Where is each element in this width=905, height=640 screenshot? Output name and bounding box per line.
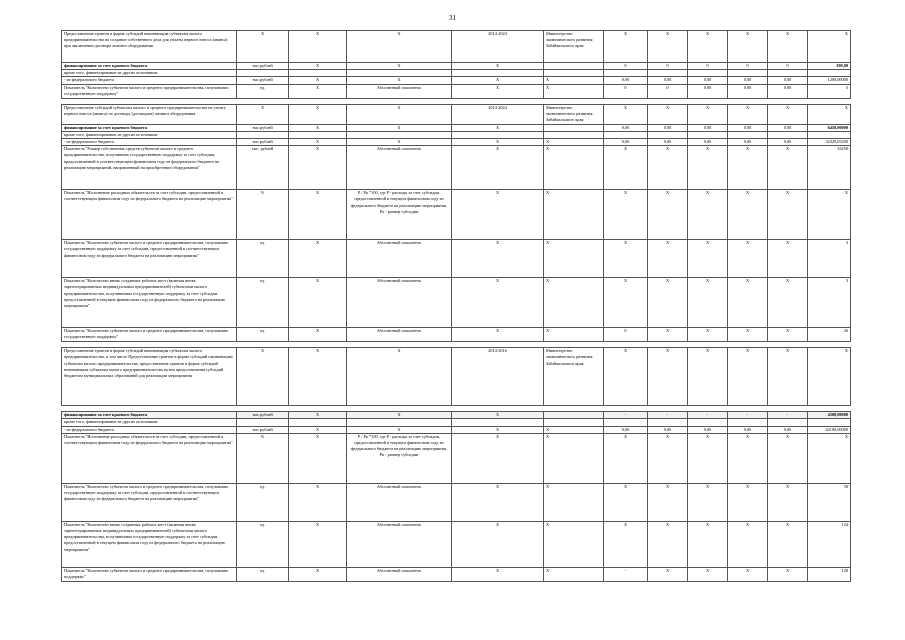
table-cell: [808, 419, 851, 426]
table-cell: X: [688, 278, 728, 328]
table-cell: ед.: [237, 567, 289, 581]
table-cell: X: [289, 483, 347, 521]
table-cell: [544, 412, 604, 419]
table-row: [62, 483, 851, 521]
table-cell: Показатель "Количество субъектов малого и среднего предпринимательства, получивших государственную поддержку за счет субсидии, предоставленной в соответствующем финансовом году из федерального бюджета на реализацию мероприятия": [62, 240, 237, 278]
table-cell: X: [347, 77, 452, 84]
table-cell: X: [768, 240, 808, 278]
table-cell: - из федерального бюджета: [62, 426, 237, 433]
table-cell: X: [728, 433, 768, 483]
table-cell: X: [604, 146, 648, 190]
table-cell: X: [648, 104, 688, 124]
table-cell: 0: [604, 84, 648, 98]
table-cell: X: [347, 104, 452, 124]
table-cell: X: [452, 328, 544, 342]
table-cell: кроме того, финансирование из других источников:: [62, 131, 237, 138]
table-cell: ед.: [237, 521, 289, 567]
table-row: [62, 348, 851, 406]
table-row: [62, 278, 851, 328]
table-cell: X: [768, 328, 808, 342]
table-cell: [289, 131, 347, 138]
table-cell: X: [544, 278, 604, 328]
table-cell: [237, 131, 289, 138]
table-cell: X: [289, 278, 347, 328]
table-cell: 0,00: [688, 84, 728, 98]
table-cell: X: [544, 521, 604, 567]
table-cell: X: [237, 348, 289, 406]
table-row: [62, 63, 851, 70]
table-cell: -: [688, 412, 728, 419]
table-cell: Предоставление грантов в форме субсидий начинающим субъектам малого предпринимательства на создание собственного дела для уплаты первого взноса (аванса) при заключении договора лизинга оборудования: [62, 31, 237, 63]
table-row: [62, 521, 851, 567]
table-cell: 0,00: [768, 77, 808, 84]
table-cell: 33250: [808, 146, 851, 190]
table-cell: [688, 70, 728, 77]
table-cell: Предоставление субсидий субъектам малого и среднего предпринимательства на уплату первого взноса (аванса) по договору (договорам) лизинга оборудования: [62, 104, 237, 124]
table-row: [62, 567, 851, 581]
table-cell: X: [347, 124, 452, 131]
table-cell: X: [604, 190, 648, 240]
table-cell: -: [604, 567, 648, 581]
table-cell: [728, 419, 768, 426]
table-cell: X: [604, 240, 648, 278]
table-cell: 2014-2016: [452, 348, 544, 406]
table-row: [62, 31, 851, 63]
table-cell: 26: [808, 328, 851, 342]
table-cell: X: [347, 139, 452, 146]
table-cell: X: [289, 190, 347, 240]
table-cell: X: [452, 63, 544, 70]
table-cell: X: [808, 104, 851, 124]
table-row: [62, 433, 851, 483]
table-cell: [728, 131, 768, 138]
table-cell: 0,00: [768, 139, 808, 146]
table-row: [62, 70, 851, 77]
table-cell: X: [648, 31, 688, 63]
table-cell: Абсолютный показатель: [347, 278, 452, 328]
table-cell: [544, 63, 604, 70]
table-cell: [237, 70, 289, 77]
table-cell: [347, 131, 452, 138]
table-cell: X: [347, 31, 452, 63]
table-cell: тыс.рублей: [237, 63, 289, 70]
table-cell: 0: [604, 63, 648, 70]
table-cell: 2014-2024: [452, 31, 544, 63]
table-cell: -: [728, 412, 768, 419]
table-cell: %: [237, 433, 289, 483]
table-row: [62, 426, 851, 433]
table-cell: 0: [768, 63, 808, 70]
table-cell: 32329,05200: [808, 139, 851, 146]
table-cell: X: [648, 240, 688, 278]
table-cell: [808, 131, 851, 138]
table-cell: X: [604, 483, 648, 521]
table-cell: [728, 70, 768, 77]
table-row: [62, 84, 851, 98]
table-cell: X: [452, 278, 544, 328]
table-cell: 300,00: [808, 63, 851, 70]
table-cell: 58: [808, 483, 851, 521]
table-cell: ед.: [237, 483, 289, 521]
table-cell: 0,00: [604, 139, 648, 146]
table-cell: кроме того, финансирование из других источников:: [62, 419, 237, 426]
table-cell: ед.: [237, 240, 289, 278]
table-cell: Показатель "Количество субъектов малого и среднего предпринимательства, получивших государственную поддержку за счет субсидии, предоставленной в соответствующем финансовом году из федерального бюджета на реализацию мероприятия": [62, 483, 237, 521]
table-cell: Абсолютный показатель: [347, 483, 452, 521]
table-cell: X: [768, 146, 808, 190]
table-cell: X: [289, 328, 347, 342]
table-cell: X: [768, 190, 808, 240]
table-cell: 0,00: [768, 426, 808, 433]
program-table: [61, 30, 851, 582]
table-cell: X: [604, 521, 648, 567]
table-cell: Абсолютный показатель: [347, 567, 452, 581]
table-cell: 3: [808, 278, 851, 328]
table-cell: [648, 70, 688, 77]
table-cell: [648, 419, 688, 426]
table-body: [62, 31, 851, 582]
table-row: [62, 131, 851, 138]
table-cell: X: [808, 31, 851, 63]
table-cell: X: [452, 412, 544, 419]
page-number: 31: [449, 14, 456, 22]
table-cell: 0: [648, 63, 688, 70]
table-cell: Абсолютный показатель: [347, 146, 452, 190]
table-cell: 5: [808, 84, 851, 98]
table-cell: X: [688, 567, 728, 581]
table-row: [62, 412, 851, 419]
table-cell: 4500,00000: [808, 412, 851, 419]
table-row: [62, 146, 851, 190]
table-cell: X: [728, 328, 768, 342]
table-cell: X: [289, 63, 347, 70]
table-cell: X: [768, 433, 808, 483]
table-cell: X: [604, 31, 648, 63]
table-cell: Министерство экономического развития Забайкальского края: [544, 104, 604, 124]
table-cell: [237, 419, 289, 426]
table-cell: [347, 419, 452, 426]
table-cell: X: [688, 31, 728, 63]
table-cell: X: [688, 348, 728, 406]
table-cell: X: [289, 240, 347, 278]
table-row: [62, 104, 851, 124]
table-cell: X: [452, 84, 544, 98]
table-cell: X: [768, 567, 808, 581]
table-cell: X: [648, 278, 688, 328]
table-cell: Показатель "Количество субъектов малого и среднего предпринимательства, получивших поддержку": [62, 567, 237, 581]
table-cell: 0,00: [728, 84, 768, 98]
table-cell: X: [544, 139, 604, 146]
table-cell: X: [728, 483, 768, 521]
table-cell: 0,00: [688, 139, 728, 146]
table-cell: 3: [808, 240, 851, 278]
table-cell: X: [347, 412, 452, 419]
table-cell: X: [688, 521, 728, 567]
table-cell: X: [452, 190, 544, 240]
table-cell: 0,00: [688, 426, 728, 433]
table-cell: X: [768, 278, 808, 328]
table-row: [62, 328, 851, 342]
table-cell: Показатель "Количество вновь созданных рабочих мест (включая вновь зарегистрированных индивидуальных предпринимателей) субъектами малого предпринимательства, получившими государственную поддержку за счет субсидии, предоставленной в текущем финансовом году из федерального бюджета на реализацию мероприятия": [62, 521, 237, 567]
table-cell: -: [604, 412, 648, 419]
table-cell: тыс.рублей: [237, 139, 289, 146]
table-cell: X: [452, 240, 544, 278]
table-cell: -: [768, 412, 808, 419]
table-cell: X: [648, 190, 688, 240]
table-cell: P / Pк *100, где P - расходы за счет субсидии, предоставленной в текущем финансовом году из федерального бюджета на реализацию мероприятия, Pк - размер субсидии: [347, 190, 452, 240]
table-cell: X: [688, 483, 728, 521]
table-cell: 0,00: [688, 77, 728, 84]
table-cell: X: [604, 104, 648, 124]
table-cell: X: [688, 146, 728, 190]
table-cell: X: [728, 240, 768, 278]
table-cell: X: [648, 146, 688, 190]
table-cell: 0,00: [604, 426, 648, 433]
table-cell: 0,00: [648, 139, 688, 146]
table-cell: X: [768, 521, 808, 567]
table-cell: [544, 124, 604, 131]
table-cell: X: [347, 63, 452, 70]
table-cell: X: [289, 567, 347, 581]
table-cell: X: [452, 146, 544, 190]
table-cell: X: [728, 146, 768, 190]
table-cell: X: [289, 521, 347, 567]
table-cell: финансирование за счет краевого бюджета: [62, 124, 237, 131]
table-cell: X: [604, 278, 648, 328]
table-cell: финансирование за счет краевого бюджета: [62, 412, 237, 419]
table-cell: X: [648, 567, 688, 581]
table-cell: X: [544, 483, 604, 521]
table-cell: 0,00: [728, 426, 768, 433]
table-cell: [544, 131, 604, 138]
table-cell: ед.: [237, 278, 289, 328]
table-cell: X: [688, 433, 728, 483]
table-cell: [544, 419, 604, 426]
table-cell: X: [452, 139, 544, 146]
table-cell: [289, 419, 347, 426]
table-cell: X: [289, 104, 347, 124]
table-cell: Предоставление грантов в форме субсидий начинающим субъектам малого предпринимательства, в том числе Предоставление грантов в форме субсидий начинающим субъектам малого предпринимательства, предоставление грантов в форме субсидий начинающим субъектам малого предпринимательства путем предоставления субсидий бюджетам муниципальных образований для реализации мероприятия: [62, 348, 237, 406]
table-cell: X: [728, 521, 768, 567]
table-cell: 0,00: [648, 124, 688, 131]
table-cell: X: [289, 146, 347, 190]
table-cell: [604, 131, 648, 138]
table-cell: 0,00: [688, 124, 728, 131]
table-cell: тыс.рублей: [237, 124, 289, 131]
table-cell: тыс.рублей: [237, 77, 289, 84]
table-cell: [688, 419, 728, 426]
table-cell: X: [544, 433, 604, 483]
table-cell: 0: [604, 328, 648, 342]
table-cell: [688, 131, 728, 138]
table-cell: X: [544, 426, 604, 433]
table-cell: ед.: [237, 84, 289, 98]
table-cell: [347, 70, 452, 77]
table-cell: 1200,00000: [808, 77, 851, 84]
table-cell: X: [768, 31, 808, 63]
table-cell: 0: [728, 63, 768, 70]
table-cell: X: [544, 84, 604, 98]
table-cell: X: [452, 433, 544, 483]
table-cell: 0,00: [768, 84, 808, 98]
table-cell: X: [768, 348, 808, 406]
table-cell: [452, 70, 544, 77]
table-cell: [808, 70, 851, 77]
table-cell: X: [648, 328, 688, 342]
table-cell: X: [808, 190, 851, 240]
table-cell: Показатель "Количество субъектов малого и среднего предпринимательства, получивших государственную поддержку": [62, 328, 237, 342]
table-cell: X: [544, 77, 604, 84]
table-cell: Показатель "Количество вновь созданных рабочих мест (включая вновь зарегистрированных индивидуальных предпринимателей) субъектами малого предпринимательства, получившими государственную поддержку за счет субсидии, предоставленной в текущем финансовом году из федерального бюджета на реализацию мероприятия": [62, 278, 237, 328]
table-cell: X: [289, 412, 347, 419]
table-cell: X: [604, 348, 648, 406]
table-row: [62, 139, 851, 146]
table-cell: X: [452, 483, 544, 521]
table-cell: X: [728, 278, 768, 328]
table-cell: 0,00: [728, 139, 768, 146]
table-cell: - из федерального бюджета: [62, 77, 237, 84]
table-cell: [768, 70, 808, 77]
table-cell: ед.: [237, 328, 289, 342]
table-cell: финансирование за счет краевого бюджета: [62, 63, 237, 70]
table-cell: [452, 131, 544, 138]
table-cell: X: [452, 567, 544, 581]
table-cell: X: [648, 483, 688, 521]
table-cell: X: [648, 348, 688, 406]
table-cell: 0: [648, 84, 688, 98]
table-cell: Абсолютный показатель: [347, 240, 452, 278]
table-cell: X: [648, 433, 688, 483]
table-cell: X: [808, 348, 851, 406]
table-cell: X: [728, 348, 768, 406]
table-cell: 0,00: [604, 77, 648, 84]
table-cell: Показатель "Исполнение расходных обязательств за счет субсидии, предоставленной в соответствующем финансовом году из федерального бюджета на реализацию мероприятия": [62, 433, 237, 483]
table-cell: X: [289, 124, 347, 131]
table-cell: 0,00: [728, 77, 768, 84]
table-cell: 128: [808, 567, 851, 581]
table-cell: X: [728, 31, 768, 63]
table-cell: тыс. рублей: [237, 146, 289, 190]
table-cell: X: [289, 139, 347, 146]
table-cell: [289, 70, 347, 77]
table-cell: 124: [808, 521, 851, 567]
table-row: [62, 124, 851, 131]
table-cell: 6450,00000: [808, 124, 851, 131]
table-cell: X: [688, 240, 728, 278]
table-cell: X: [237, 104, 289, 124]
table-cell: X: [544, 567, 604, 581]
table-cell: X: [808, 433, 851, 483]
table-cell: [768, 419, 808, 426]
table-cell: - из федерального бюджета: [62, 139, 237, 146]
table-cell: 0,00: [604, 124, 648, 131]
table-cell: X: [289, 433, 347, 483]
table-cell: X: [728, 190, 768, 240]
table-cell: X: [347, 426, 452, 433]
table-cell: 0,00: [648, 77, 688, 84]
table-cell: Показатель "Исполнение расходных обязательств за счет субсидии, предоставленной в соответствующем финансовом году из федерального бюджета на реализацию мероприятия": [62, 190, 237, 240]
table-cell: X: [452, 77, 544, 84]
table-cell: X: [688, 328, 728, 342]
table-cell: 42100,00000: [808, 426, 851, 433]
table-cell: Абсолютный показатель: [347, 521, 452, 567]
table-cell: X: [648, 521, 688, 567]
table-cell: X: [688, 190, 728, 240]
table-cell: Абсолютный показатель: [347, 328, 452, 342]
table-cell: X: [452, 521, 544, 567]
table-cell: X: [289, 426, 347, 433]
table-cell: кроме того, финансирование из других источников:: [62, 70, 237, 77]
table-cell: %: [237, 190, 289, 240]
table-cell: X: [544, 146, 604, 190]
table-cell: [452, 419, 544, 426]
table-cell: P / Pк *100, где P - расходы за счет субсидии, предоставленной в текущем финансовом году из федерального бюджета на реализацию мероприятия, Pк - размер субсидии: [347, 433, 452, 483]
table-row: [62, 77, 851, 84]
table-cell: -: [648, 412, 688, 419]
table-cell: 0,00: [648, 426, 688, 433]
table-cell: X: [289, 84, 347, 98]
table-cell: X: [728, 567, 768, 581]
table-cell: 2014-2024: [452, 104, 544, 124]
table-row: [62, 240, 851, 278]
table-cell: X: [289, 77, 347, 84]
table-cell: X: [604, 433, 648, 483]
table-cell: тыс.рублей: [237, 412, 289, 419]
table-cell: Показатель "Размер собственных средств субъектов малого и среднего предпринимательства, получивших государственную поддержку за счет субсидии, предоставленной в соответствующем финансовом году из федерального бюджета на реализацию мероприятий, направленный на приобретение оборудования": [62, 146, 237, 190]
table-cell: 0,00: [728, 124, 768, 131]
table-cell: X: [544, 328, 604, 342]
table-cell: X: [289, 31, 347, 63]
table-cell: Абсолютный показатель: [347, 84, 452, 98]
table-cell: X: [544, 190, 604, 240]
table-cell: 0: [688, 63, 728, 70]
table-cell: X: [768, 483, 808, 521]
table-cell: X: [452, 124, 544, 131]
table-cell: [648, 131, 688, 138]
table-cell: тыс.рублей: [237, 426, 289, 433]
table-cell: X: [688, 104, 728, 124]
table-cell: X: [544, 240, 604, 278]
table-cell: [768, 131, 808, 138]
table-row: [62, 419, 851, 426]
table-cell: Министерство экономического развития Забайкальского края: [544, 348, 604, 406]
table-cell: X: [452, 426, 544, 433]
table-cell: [604, 419, 648, 426]
table-cell: X: [237, 31, 289, 63]
table-row: [62, 190, 851, 240]
table-cell: X: [347, 348, 452, 406]
table-cell: X: [289, 348, 347, 406]
table-cell: [604, 70, 648, 77]
table-cell: [544, 70, 604, 77]
table-cell: X: [728, 104, 768, 124]
table-cell: 0,00: [768, 124, 808, 131]
table-cell: X: [768, 104, 808, 124]
table-cell: Показатель "Количество субъектов малого и среднего предпринимательства, получивших государственную поддержку": [62, 84, 237, 98]
table-cell: Министерство экономического развития Забайкальского края: [544, 31, 604, 63]
